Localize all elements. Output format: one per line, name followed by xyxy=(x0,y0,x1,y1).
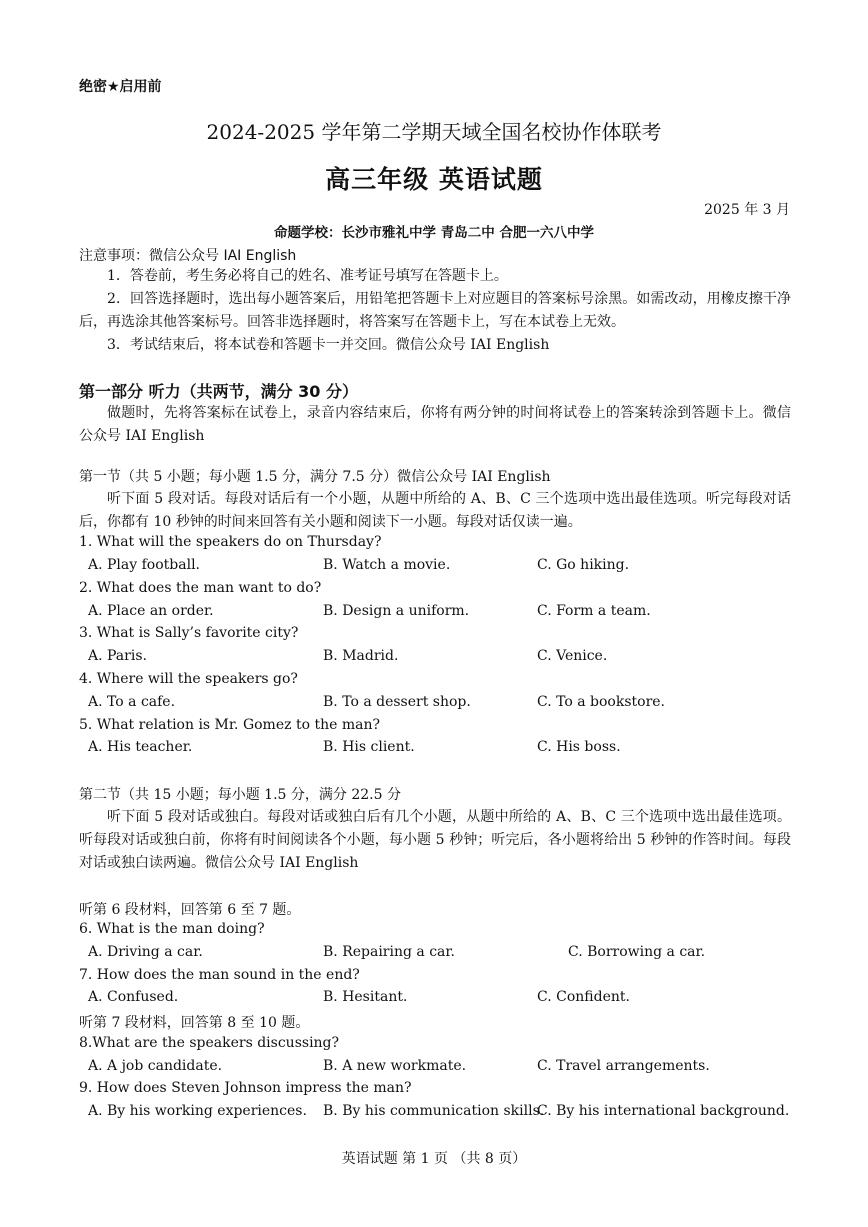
question-3: 3. What is Sally’s favorite city? xyxy=(79,625,299,641)
q6-option-c: C. Borrowing a car. xyxy=(568,944,706,960)
section2-heading: 第二节（共 15 小题；每小题 1.5 分，满分 22.5 分 xyxy=(79,787,401,803)
q8-option-a: A. A job candidate. xyxy=(88,1058,223,1074)
q7-option-a: A. Confused. xyxy=(88,989,179,1005)
q6-option-a: A. Driving a car. xyxy=(88,944,203,960)
page-footer: 英语试题 第 1 页 （共 8 页） xyxy=(341,1151,527,1167)
q4-option-b: B. To a dessert shop. xyxy=(323,694,471,710)
exam-title: 2024-2025 学年第二学期天域全国名校协作体联考 xyxy=(206,120,662,144)
q3-option-b: B. Madrid. xyxy=(323,648,399,664)
q5-option-b: B. His client. xyxy=(323,739,415,755)
notice-heading: 注意事项：微信公众号 IAI English xyxy=(79,248,297,264)
q7-option-c: C. Confident. xyxy=(537,989,630,1005)
question-6: 6. What is the man doing? xyxy=(79,921,265,937)
question-2: 2. What does the man want to do? xyxy=(79,580,322,596)
q9-option-a: A. By his working experiences. xyxy=(88,1103,307,1119)
notice-item-1: 1．答卷前，考生务必将自己的姓名、准考证号填写在答题卡上。 xyxy=(107,268,508,284)
section1-heading: 第一节（共 5 小题；每小题 1.5 分，满分 7.5 分）微信公众号 IAI English xyxy=(79,469,551,485)
section2-intro: 听下面 5 段对话或独白。每段对话或独白后有几个小题，从题中所给的 A、B、C 三个选项中选出最佳选项。听每段对话或独白前，你将有时间阅读各个小题，每小题 5 秒钟；听完后，各小题将给出 5 秒钟的作答时间。每段对话或独白读两遍。微信公众号 IAI English xyxy=(79,809,791,871)
question-1: 1. What will the speakers do on Thursday? xyxy=(79,534,382,550)
part1-intro: 做题时，先将答案标在试卷上，录音内容结束后，你将有两分钟的时间将试卷上的答案转涂到答题卡上。微信公众号 IAI English xyxy=(79,405,791,444)
question-8: 8.What are the speakers discussing? xyxy=(79,1035,340,1051)
question-9: 9. How does Steven Johnson impress the man? xyxy=(79,1080,412,1096)
question-4: 4. Where will the speakers go? xyxy=(79,671,298,687)
q1-option-a: A. Play football. xyxy=(88,557,200,573)
notice-item-3: 3．考试结束后，将本试卷和答题卡一并交回。微信公众号 IAI English xyxy=(107,337,550,353)
q8-option-c: C. Travel arrangements. xyxy=(537,1058,710,1074)
exam-date: 2025 年 3 月 xyxy=(704,202,790,218)
q5-option-a: A. His teacher. xyxy=(88,739,193,755)
notice-item-2: 2．回答选择题时，选出每小题答案后，用铅笔把答题卡上对应题目的答案标号涂黑。如需改动，用橡皮擦干净后，再选涂其他答案标号。回答非选择题时，将答案写在答题卡上，写在本试卷上无效。 xyxy=(79,291,791,330)
q9-option-b: B. By his communication skills. xyxy=(323,1103,545,1119)
question-7: 7. How does the man sound in the end? xyxy=(79,967,360,983)
section1-intro: 听下面 5 段对话。每段对话后有一个小题，从题中所给的 A、B、C 三个选项中选出最佳选项。听完每段对话后，你都有 10 秒钟的时间来回答有关小题和阅读下一小题。每段对话仅读一遍。 xyxy=(79,491,791,530)
q3-option-c: C. Venice. xyxy=(537,648,608,664)
q5-option-c: C. His boss. xyxy=(537,739,621,755)
confidential-label: 绝密★启用前 xyxy=(79,79,162,95)
material-6-instruction: 听第 6 段材料，回答第 6 至 7 题。 xyxy=(79,902,301,918)
question-5: 5. What relation is Mr. Gomez to the man? xyxy=(79,717,380,733)
exam-subtitle: 高三年级 英语试题 xyxy=(325,165,543,194)
schools-line: 命题学校：长沙市雅礼中学 青岛二中 合肥一六八中学 xyxy=(274,225,594,241)
q4-option-a: A. To a cafe. xyxy=(88,694,176,710)
q3-option-a: A. Paris. xyxy=(88,648,147,664)
q2-option-a: A. Place an order. xyxy=(88,603,214,619)
material-7-instruction: 听第 7 段材料，回答第 8 至 10 题。 xyxy=(79,1015,310,1031)
q1-option-c: C. Go hiking. xyxy=(537,557,630,573)
q6-option-b: B. Repairing a car. xyxy=(323,944,455,960)
q9-option-c: C. By his international background. xyxy=(537,1103,790,1119)
part1-heading: 第一部分 听力（共两节，满分 30 分） xyxy=(79,382,358,401)
q2-option-b: B. Design a uniform. xyxy=(323,603,470,619)
q1-option-b: B. Watch a movie. xyxy=(323,557,451,573)
q4-option-c: C. To a bookstore. xyxy=(537,694,666,710)
q2-option-c: C. Form a team. xyxy=(537,603,651,619)
q7-option-b: B. Hesitant. xyxy=(323,989,408,1005)
q8-option-b: B. A new workmate. xyxy=(323,1058,467,1074)
